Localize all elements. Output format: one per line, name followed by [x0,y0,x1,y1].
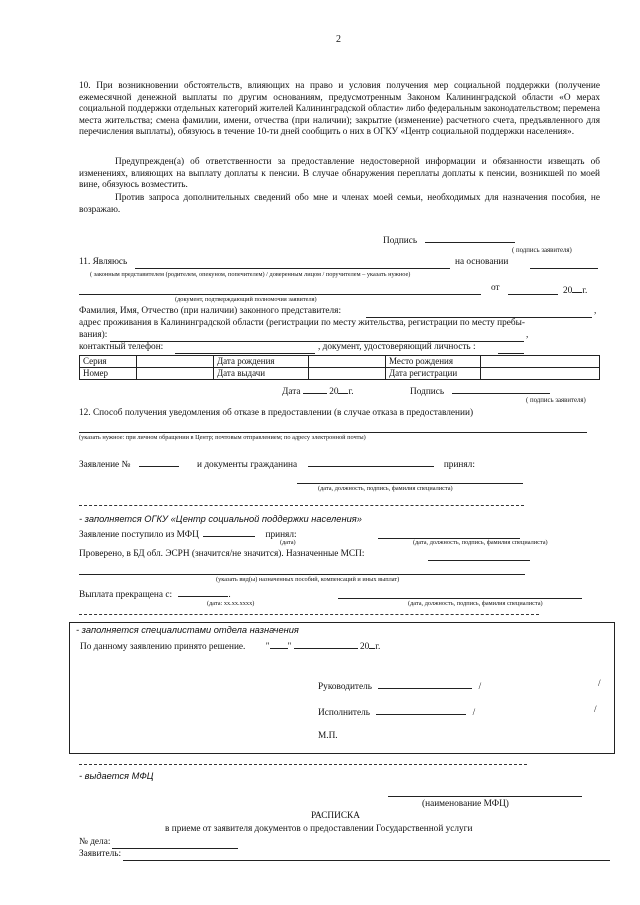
table-row [80,368,600,380]
mfc-name-field[interactable] [388,787,582,797]
s11-id-doc-label: , документ, удостоверяющий личность : [318,342,476,352]
table-cell: Дата регистрации [386,368,481,380]
ogku-msp-field-2[interactable] [79,565,525,575]
table-cell[interactable] [137,356,214,368]
table-cell[interactable] [137,368,214,380]
s11-address-comma: , [526,330,529,340]
s11-address-field[interactable] [110,332,524,342]
dept-executor-end-slash: / [594,705,597,715]
signature-hint: ( подпись заявителя) [512,247,572,254]
s11-date-row: Дата 20 г. [282,384,354,399]
s11-fio-comma: , [594,306,597,316]
table-cell: Место рождения [386,356,481,368]
ogku-heading: - заполняется ОГКУ «Центр социальной поддержки населения» [79,514,362,524]
table-cell[interactable] [481,356,600,368]
applicant-label: Заявитель: [79,849,122,859]
dept-heading: - заполняется специалистами отдела назначения [76,625,299,635]
table-cell: Серия [80,356,137,368]
s11-status-field[interactable] [135,259,450,269]
s12-method-field[interactable] [79,423,587,433]
s11-lead: 11. Являюсь [79,257,128,267]
ogku-stopped-spec-field[interactable] [338,589,582,599]
s12-accepted: принял: [443,460,475,470]
case-number-field[interactable] [112,839,238,849]
ogku-checked: Проверено, в БД обл. ЭСРН (значится/не значится). Назначенные МСП: [79,549,365,559]
s12-application-row [79,457,475,472]
dept-head-row: Руководитель / [318,679,481,694]
s11-hint2: (документ, подтверждающий полномочия заявителя) [175,296,317,303]
mfc-heading: - выдается МФЦ [79,771,154,781]
ogku-spec-hint: (дата, должность, подпись, фамилия специалиста) [413,539,548,546]
s11-document-field[interactable] [79,285,481,295]
s12-hint: (указать нужное: при личном обращении в Центр; почтовым отправлением; по адресу электронной почты) [79,434,366,441]
ogku-stopped-date-field[interactable] [178,587,228,597]
s11-signature-line[interactable] [452,384,550,394]
s11-address-label2: вания): [79,330,108,340]
s12-and-docs: и документы гражданина [197,460,298,470]
receipt-title: РАСПИСКА [311,811,360,821]
s11-fio-label: Фамилия, Имя, Отчество (при наличии) законного представителя: [79,306,342,316]
s12-app-number-field[interactable] [139,457,179,467]
paragraph-10: 10. При возникновении обстоятельств, влияющих на право и условия получения мер социальной поддержки (получение ежемесячной денежной выплаты по другим основаниям, предусмотренным Законом Калининградской области «О мерах социальной поддержки отдельных категорий жителей Калининградской области» либо федеральным законодательством; перемена места жительства; смена фамилии, имени, отчества (при наличии); закрытие (изменение) расчетного счета, предъявленного для перечисления выплаты), обязуюсь в течение 10-ти дней сообщить о них в ОГКУ «Центр социальной поддержки населения». [79,81,600,138]
s12-citizen-field[interactable] [308,457,434,467]
receipt-subtitle: в приеме от заявителя документов о предоставлении Государственной услуги [165,824,473,834]
dept-box [69,622,615,754]
ogku-types-hint: (указать вид(ы) назначенных пособий, компенсаций и иных выплат) [216,576,400,583]
table-cell: Номер [80,368,137,380]
paragraph-warned: Предупрежден(а) об ответственности за предоставление недостоверной информации и обязанности извещать об изменениях, влияющих на выплату доплаты к пенсии. В случае обнаружения переплаты доплаты к пенсии, возникшей по моей вине, обязуюсь возместить. [79,157,600,191]
s11-phone-label: контактный телефон: [79,342,164,352]
signature-row [383,233,515,248]
applicant-field[interactable] [123,851,610,861]
s11-from: от [491,283,500,293]
s11-year: 20 г. [563,283,587,298]
s11-signature-hint: ( подпись заявителя) [526,397,586,404]
divider [79,505,524,506]
dept-day-field[interactable] [270,639,288,649]
signature-line[interactable] [425,233,515,243]
dept-month-field[interactable] [294,639,358,649]
page-number: 2 [336,34,341,45]
s12-specialist-hint: (дата, должность, подпись, фамилия специалиста) [318,485,453,492]
dept-executor-row: Исполнитель / [318,705,475,720]
table-cell[interactable] [309,356,386,368]
signature-label: Подпись [383,236,418,246]
ogku-accepted-field[interactable] [378,529,520,539]
case-number-label: № дела: [79,837,111,847]
table-cell: Дата выдачи [214,368,309,380]
dept-executor-sign-field[interactable] [376,705,466,715]
s11-signature-label: Подпись [410,387,445,397]
divider [79,764,527,765]
ogku-date-hint: (дата) [280,539,296,546]
s11-phone-field[interactable] [175,344,315,354]
table-cell: Дата рождения [214,356,309,368]
ogku-msp-field[interactable] [428,551,530,561]
table-cell[interactable] [309,368,386,380]
s11-from-date-field[interactable] [508,285,558,295]
dept-head-sign-field[interactable] [378,679,472,689]
s11-basis-field[interactable] [530,259,598,269]
s11-date-field[interactable] [303,384,327,394]
paragraph-consent: Против запроса дополнительных сведений обо мне и членах моей семьи, необходимых для назначения пособия, не возражаю. [79,193,600,215]
s12-app-label: Заявление № [79,460,131,470]
mfc-name-hint: (наименование МФЦ) [422,799,509,809]
dept-decision: По данному заявлению принято решение. " " 20 г. [80,639,380,654]
s11-fio-field[interactable] [366,308,592,318]
s11-identity-table [79,355,600,380]
dept-head-end-slash: / [598,679,601,689]
s11-on-basis: на основании [455,257,509,267]
divider [79,614,539,615]
dept-stamp: М.П. [318,731,338,741]
s11-id-doc-field[interactable] [498,344,524,354]
s11-hint1: ( законным представителем (родителем, опекуном, попечителем) / доверенным лицом / поручителем – указать нужное) [90,271,411,278]
s12-lead: 12. Способ получения уведомления об отказе в предоставлении (в случае отказа в предоставлении) [79,408,474,418]
ogku-from-mfc-date-field[interactable] [203,527,255,537]
ogku-from-mfc: Заявление поступило из МФЦ принял: [79,527,297,542]
ogku-stopped: Выплата прекращена с: . [79,587,231,602]
table-cell[interactable] [481,368,600,380]
s12-specialist-field[interactable] [297,474,523,484]
table-row [80,356,600,368]
ogku-spec-hint2: (дата, должность, подпись, фамилия специалиста) [408,600,543,607]
s11-date-label: Дата [282,387,301,397]
ogku-date-fmt: (дата: хх.хх.хххх) [207,600,255,607]
s11-address-label: адрес проживания в Калининградской области (регистрации по месту жительства, регистрации по месту пребы- [79,318,525,328]
